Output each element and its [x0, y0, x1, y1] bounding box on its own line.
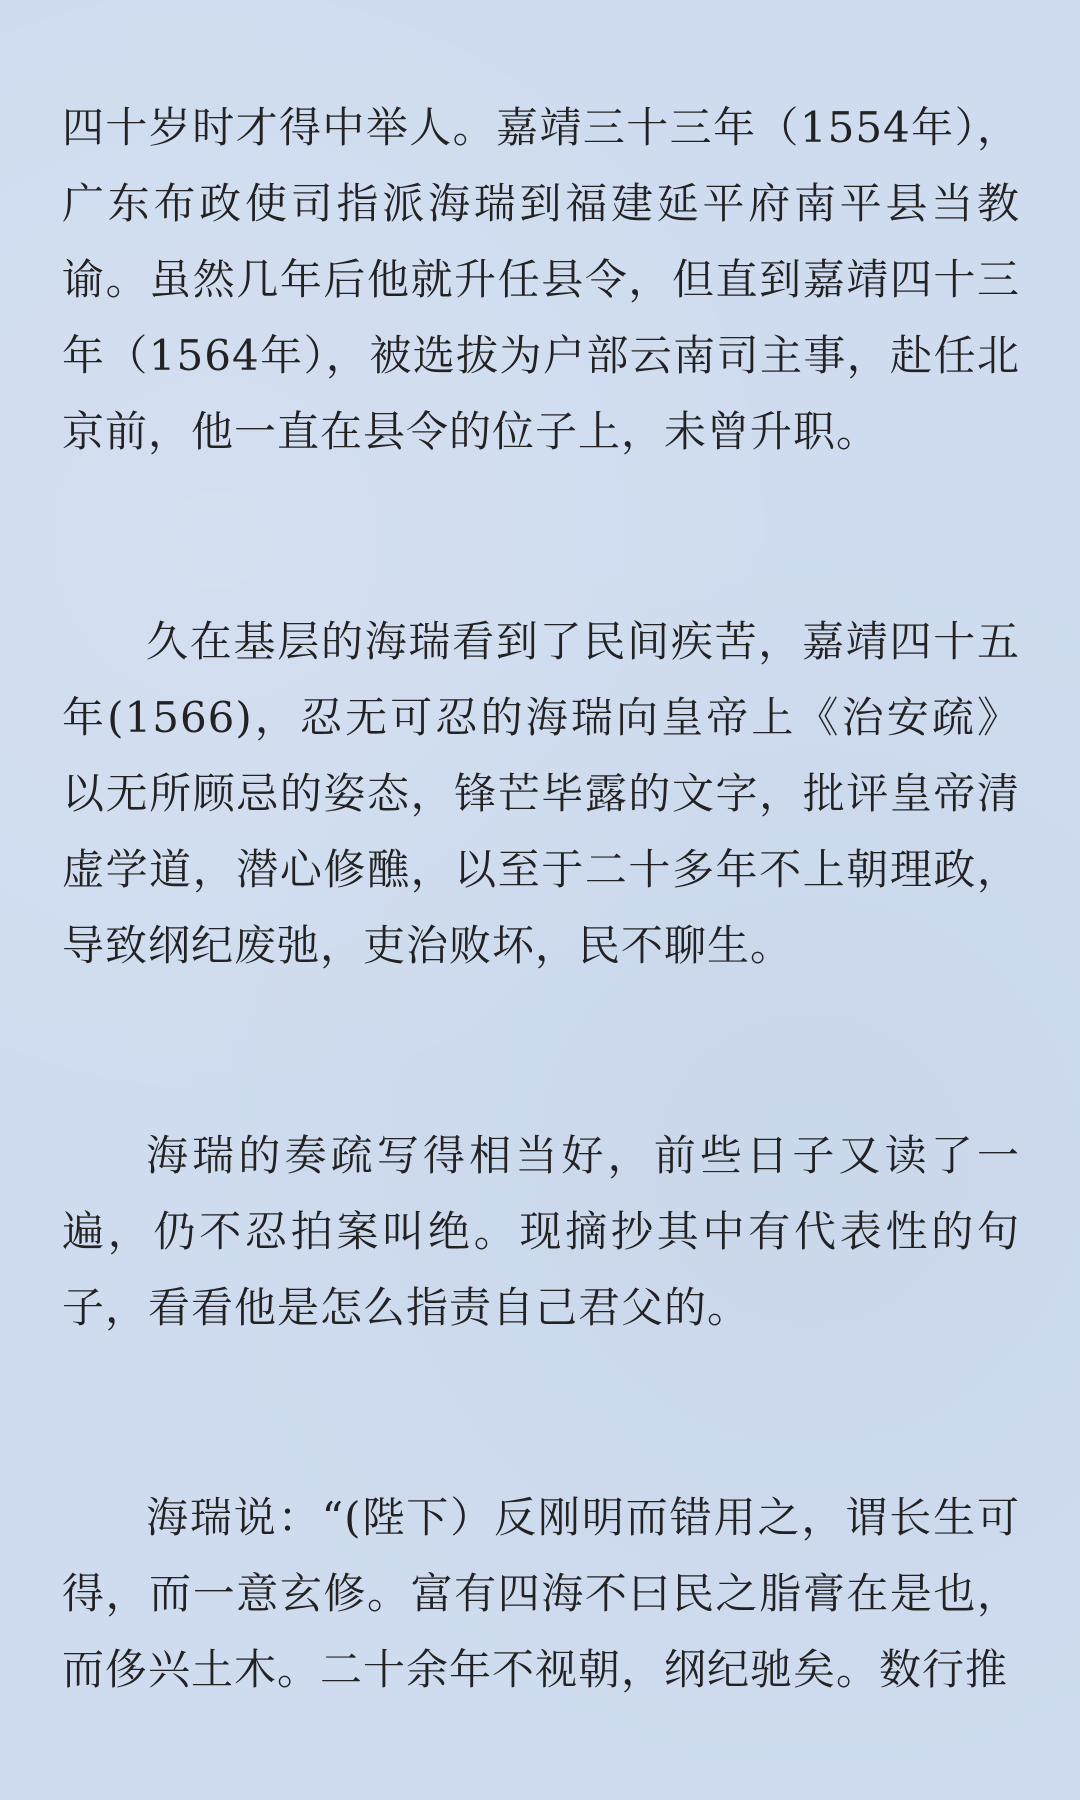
- paragraph-2: 久在基层的海瑞看到了民间疾苦，嘉靖四十五年(1566)，忍无可忍的海瑞向皇帝上《治安疏》以无所顾忌的姿态，锋芒毕露的文字，批评皇帝清虚学道，潜心修醮，以至于二十多年不上朝理政，导致纲纪废弛，吏治败坏，民不聊生。: [62, 617, 1020, 970]
- paragraph-3: 海瑞的奏疏写得相当好，前些日子又读了一遍，仍不忍拍案叫绝。现摘抄其中有代表性的句子，看看他是怎么指责自己君父的。: [62, 1131, 1020, 1332]
- article-body: [62, 90, 1020, 1708]
- paragraph-1: 四十岁时才得中举人。嘉靖三十三年（1554年），广东布政使司指派海瑞到福建延平府南平县当教谕。虽然几年后他就升任县令，但直到嘉靖四十三年（1564年），被选拔为户部云南司主事，赴任北京前，他一直在县令的位子上，未曾升职。: [62, 103, 1020, 456]
- paragraph-4: 海瑞说：“(陛下）反刚明而错用之，谓长生可得，而一意玄修。富有四海不曰民之脂膏在是也，而侈兴土木。二十余年不视朝，纲纪驰矣。数行推: [62, 1493, 1020, 1694]
